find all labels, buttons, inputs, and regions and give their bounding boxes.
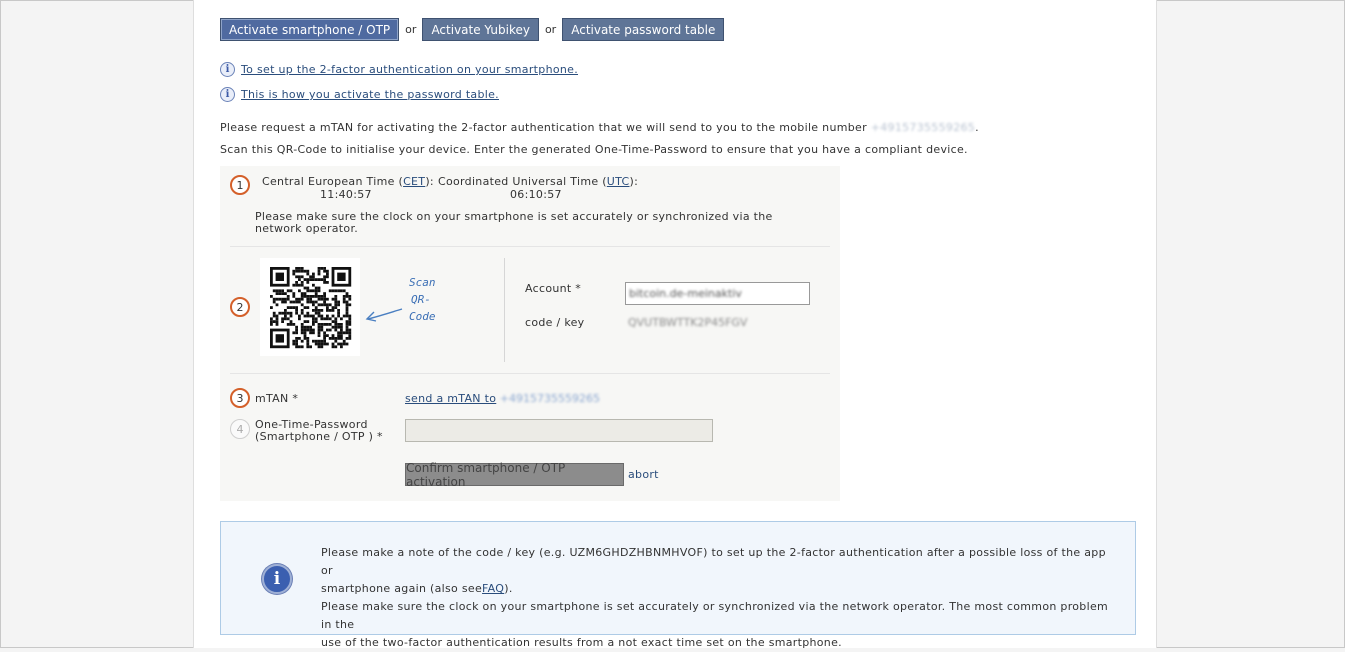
account-value: bitcoin.de-meinaktiv xyxy=(629,287,742,300)
mtan-label: mTAN * xyxy=(255,392,299,405)
info-icon: i xyxy=(262,564,292,594)
step-4-badge: 4 xyxy=(230,419,250,439)
utc-label: Coordinated Universal Time (UTC): xyxy=(438,175,639,188)
scan-hint-line: QR- xyxy=(411,293,431,306)
qr-code xyxy=(260,258,360,356)
vertical-divider xyxy=(504,258,505,362)
code-key-label: code / key xyxy=(525,316,585,329)
confirm-activation-button[interactable]: Confirm smartphone / OTP activation xyxy=(405,463,624,486)
intro-text: Please request a mTAN for activating the 2-factor authentication that we will send to you to the mobile number xyxy=(220,121,867,134)
activate-smartphone-otp-button[interactable]: Activate smartphone / OTP xyxy=(220,18,399,41)
step-3-badge: 3 xyxy=(230,388,250,408)
utc-block xyxy=(438,175,638,201)
info-icon: i xyxy=(220,87,235,102)
or-separator: or xyxy=(544,23,557,36)
main-page xyxy=(193,0,1157,648)
account-input[interactable] xyxy=(625,282,810,305)
cet-time: 11:40:57 xyxy=(320,188,372,201)
note-text xyxy=(321,544,1121,652)
separator xyxy=(230,246,830,247)
scan-hint xyxy=(409,274,436,325)
send-mtan-row xyxy=(405,392,600,405)
info-note-box xyxy=(220,521,1136,649)
cet-block xyxy=(262,175,434,201)
note-line: Please make a note of the code / key (e.g. UZM6GHDZHBNMHVOF) to set up the 2-factor authentication after a possible loss of the app or xyxy=(321,546,1106,577)
password-table-link[interactable]: This is how you activate the password table. xyxy=(241,88,499,101)
info-link-row xyxy=(220,87,499,102)
note-line: smartphone again (also seeFAQ). xyxy=(321,582,513,595)
mobile-number: +4915735559265 xyxy=(870,121,976,134)
arrow-left-icon xyxy=(364,304,404,324)
note-line: use of the two-factor authentication results from a not exact time set on the smartphone. xyxy=(321,636,842,649)
step-2-badge: 2 xyxy=(230,297,250,317)
intro-line-2: Scan this QR-Code to initialise your device. Enter the generated One-Time-Password to ensure that you have a compliant device. xyxy=(220,143,968,156)
otp-input[interactable] xyxy=(405,419,713,442)
activation-method-buttons xyxy=(220,18,724,41)
separator xyxy=(230,373,830,374)
otp-label xyxy=(255,419,383,443)
scan-hint-line: Scan xyxy=(409,276,436,289)
account-label: Account * xyxy=(525,282,582,295)
abort-link[interactable]: abort xyxy=(628,468,659,481)
info-icon: i xyxy=(220,62,235,77)
faq-link[interactable]: FAQ xyxy=(482,582,505,595)
step-1-badge: 1 xyxy=(230,175,250,195)
activate-yubikey-button[interactable]: Activate Yubikey xyxy=(422,18,539,41)
scan-hint-line: Code xyxy=(409,310,436,323)
activate-password-table-button[interactable]: Activate password table xyxy=(562,18,724,41)
utc-link[interactable]: UTC xyxy=(606,175,630,188)
otp-label-line: One-Time-Password xyxy=(255,418,368,431)
or-separator: or xyxy=(405,23,417,36)
code-key-value: QVUTBWTTK2P45FGV xyxy=(628,316,748,329)
utc-time: 06:10:57 xyxy=(510,188,562,201)
intro-line-1: Please request a mTAN for activating the 2-factor authentication that we will send to you to the mobile number +4915735559265. xyxy=(220,121,979,134)
clock-note: Please make sure the clock on your smartphone is set accurately or synchronized via the network operator. xyxy=(255,210,773,235)
cet-label: Central European Time (CET): xyxy=(262,175,434,188)
cet-link[interactable]: CET xyxy=(403,175,426,188)
smartphone-setup-link[interactable]: To set up the 2-factor authentication on your smartphone. xyxy=(241,63,579,76)
note-line: Please make sure the clock on your smartphone is set accurately or synchronized via the network operator. The most common problem in the xyxy=(321,600,1109,631)
activation-steps-panel xyxy=(220,166,840,501)
otp-label-line: (Smartphone / OTP ) * xyxy=(255,430,383,443)
info-link-row xyxy=(220,62,578,77)
send-mtan-link[interactable]: send a mTAN to xyxy=(405,392,497,405)
send-mtan-number: +4915735559265 xyxy=(499,392,600,405)
qr-code-image xyxy=(260,258,360,356)
